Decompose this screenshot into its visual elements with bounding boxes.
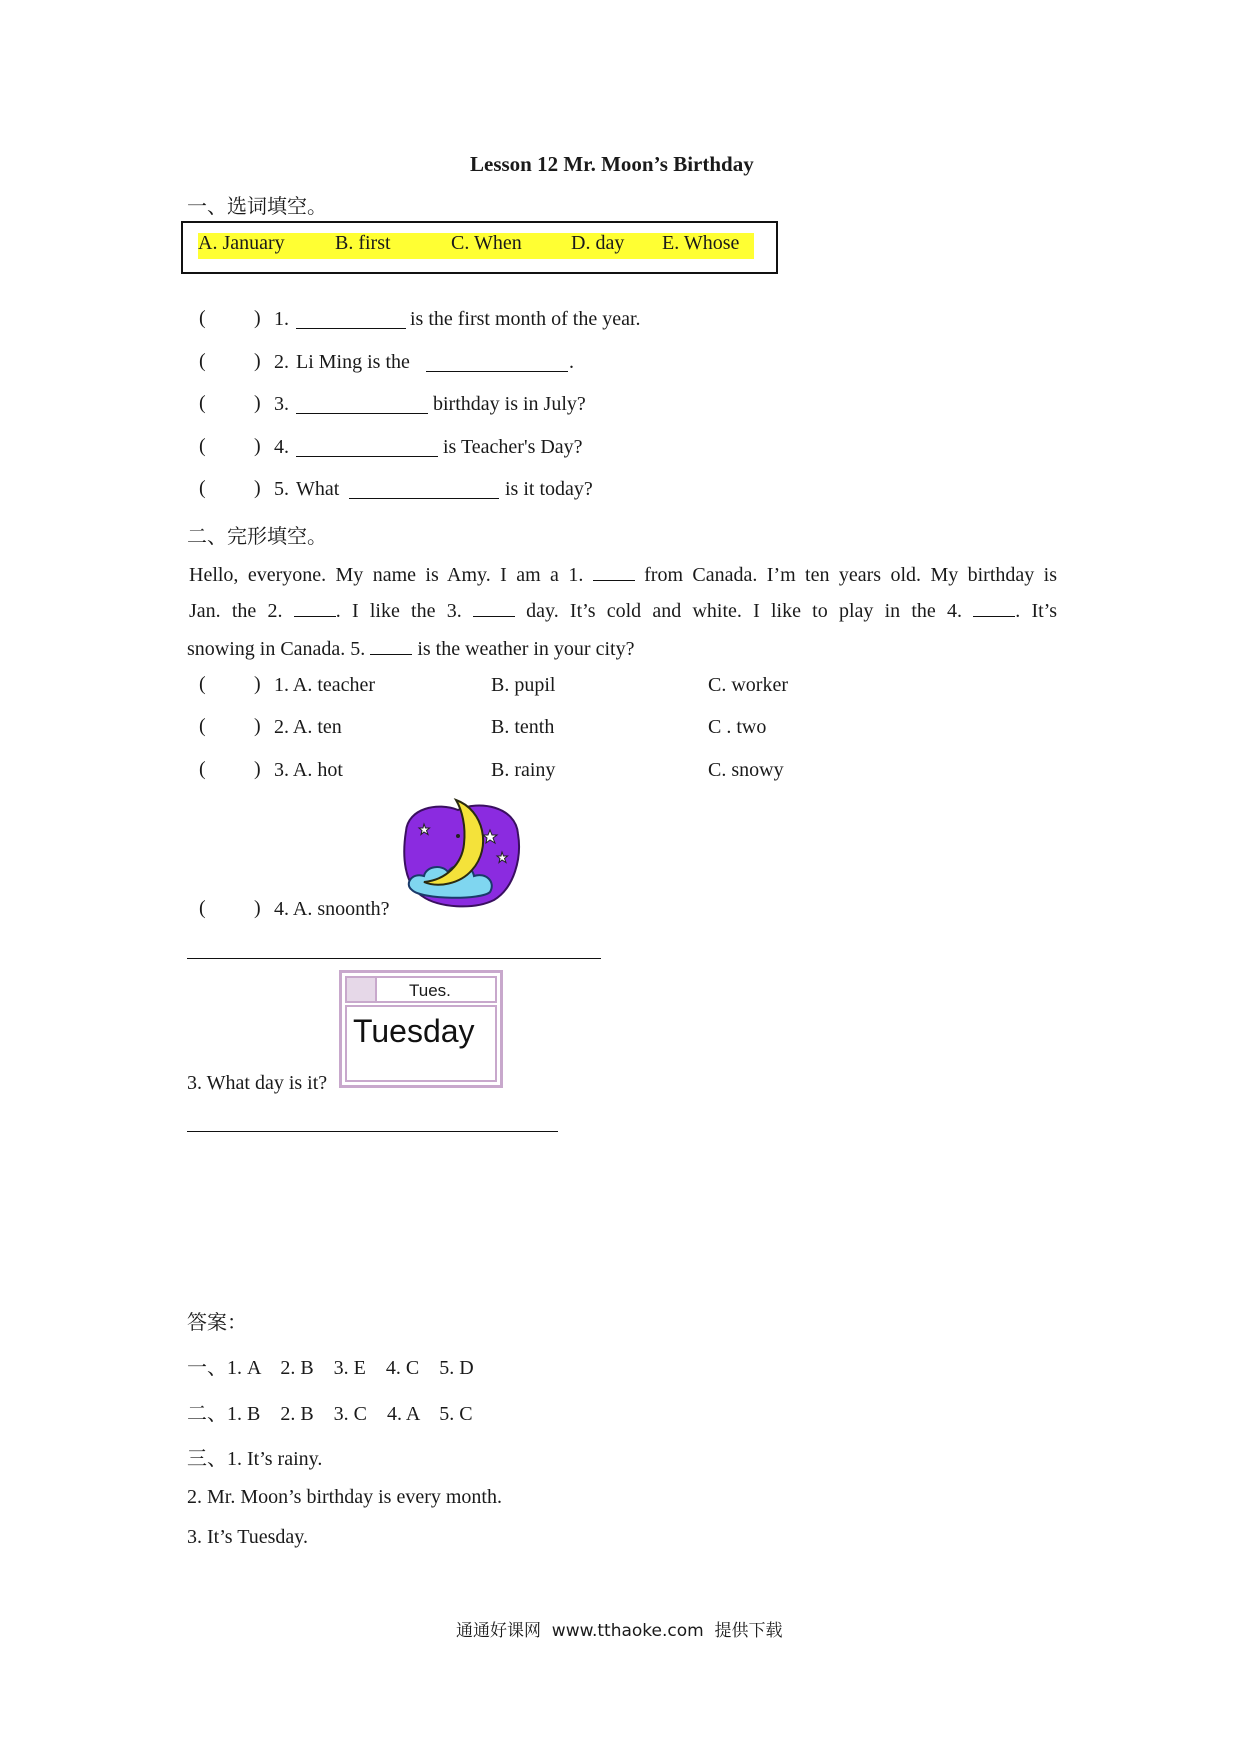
choice-b[interactable]: B. pupil — [491, 674, 556, 696]
answer-line-text: 二、1. B 2. B 3. C 4. A 5. C — [187, 1403, 473, 1425]
question-text: is it today? — [505, 478, 593, 500]
calendar-header-tab — [347, 978, 377, 1001]
word-option: D. day — [571, 232, 625, 254]
choice-c[interactable]: C . two — [708, 716, 767, 738]
answer-paren: ( — [199, 715, 206, 737]
answer-line-text: 2. Mr. Moon’s birthday is every month. — [187, 1486, 502, 1508]
question-number: 1. — [274, 308, 289, 330]
word-bank-box — [181, 221, 778, 274]
answer-paren: ( — [199, 392, 206, 414]
calendar-day-name: Tuesday — [353, 1013, 475, 1049]
answer-line[interactable] — [187, 1131, 558, 1132]
moon-clipart — [398, 796, 523, 912]
calendar-body — [345, 1005, 497, 1082]
word-option: A. January — [198, 232, 285, 254]
choice-c[interactable]: C. worker — [708, 674, 788, 696]
word-option: E. Whose — [662, 232, 740, 254]
answer-line-text: 一、1. A 2. B 3. E 4. C 5. D — [187, 1357, 474, 1379]
answer-line-text: 三、1. It’s rainy. — [187, 1448, 323, 1470]
question-text: birthday is in July? — [433, 393, 586, 415]
answer-line[interactable] — [187, 958, 601, 959]
question-number: 4. — [274, 436, 289, 458]
answer-paren: ( — [199, 897, 206, 919]
passage-line: snowing in Canada. 5. is the weather in your city? — [187, 638, 635, 660]
fill-blank[interactable] — [296, 310, 406, 329]
question-number: 3. — [274, 393, 289, 415]
answer-paren: ( — [199, 758, 206, 780]
question-text: 3. What day is it? — [187, 1072, 328, 1094]
fill-blank[interactable] — [294, 598, 336, 617]
answer-paren: ) — [254, 673, 261, 695]
question-text: is the first month of the year. — [410, 308, 641, 330]
fill-blank[interactable] — [296, 395, 428, 414]
answer-paren: ) — [254, 715, 261, 737]
choice-a[interactable]: 1. A. teacher — [274, 674, 376, 696]
fill-blank[interactable] — [370, 636, 412, 655]
footer-credit: 通通好课网 www.tthaoke.com 提供下载 — [456, 1621, 783, 1641]
passage-line: Hello, everyone. My name is Amy. I am a 1. from Canada. I’m ten years old. My birthday is — [189, 564, 1058, 586]
answer-paren: ) — [254, 307, 261, 329]
answers-heading: 答案： — [187, 1310, 247, 1334]
answer-line-text: 3. It’s Tuesday. — [187, 1526, 308, 1548]
answer-paren: ) — [254, 392, 261, 414]
answer-paren: ( — [199, 307, 206, 329]
answer-paren: ( — [199, 477, 206, 499]
choice-b[interactable]: B. tenth — [491, 716, 555, 738]
calendar-header — [345, 976, 497, 1003]
answer-paren: ) — [254, 435, 261, 457]
question-text: is Teacher's Day? — [443, 436, 583, 458]
answer-paren: ) — [254, 897, 261, 919]
answer-paren: ) — [254, 350, 261, 372]
question-text: What — [296, 478, 340, 500]
question-number: 2. — [274, 351, 289, 373]
passage-line: Jan. the 2. . I like the 3. day. It’s cold and white. I like to play in the 4. . It’s — [189, 600, 1058, 622]
section1-heading: 一、选词填空。 — [187, 194, 327, 218]
word-option: B. first — [335, 232, 391, 254]
calendar-day-abbr: Tues. — [409, 981, 451, 1000]
fill-blank[interactable] — [296, 438, 438, 457]
answer-paren: ) — [254, 477, 261, 499]
question-text: Li Ming is the — [296, 351, 410, 373]
fill-blank[interactable] — [426, 353, 568, 372]
question-number: 5. — [274, 478, 289, 500]
fill-blank[interactable] — [349, 480, 499, 499]
moon-eye — [456, 834, 460, 838]
calendar-clipart — [339, 970, 503, 1088]
answer-paren: ( — [199, 350, 206, 372]
answer-paren: ( — [199, 673, 206, 695]
question-text: . — [569, 351, 574, 373]
word-option: C. When — [451, 232, 522, 254]
answer-paren: ( — [199, 435, 206, 457]
choice-a[interactable]: 3. A. hot — [274, 759, 343, 781]
page-title: Lesson 12 Mr. Moon’s Birthday — [470, 152, 754, 176]
question-text: 4. A. snoonth? — [274, 898, 390, 920]
choice-c[interactable]: C. snowy — [708, 759, 784, 781]
choice-a[interactable]: 2. A. ten — [274, 716, 342, 738]
fill-blank[interactable] — [593, 562, 635, 581]
section2-heading: 二、完形填空。 — [187, 524, 327, 548]
fill-blank[interactable] — [473, 598, 515, 617]
choice-b[interactable]: B. rainy — [491, 759, 556, 781]
answer-paren: ) — [254, 758, 261, 780]
fill-blank[interactable] — [973, 598, 1015, 617]
